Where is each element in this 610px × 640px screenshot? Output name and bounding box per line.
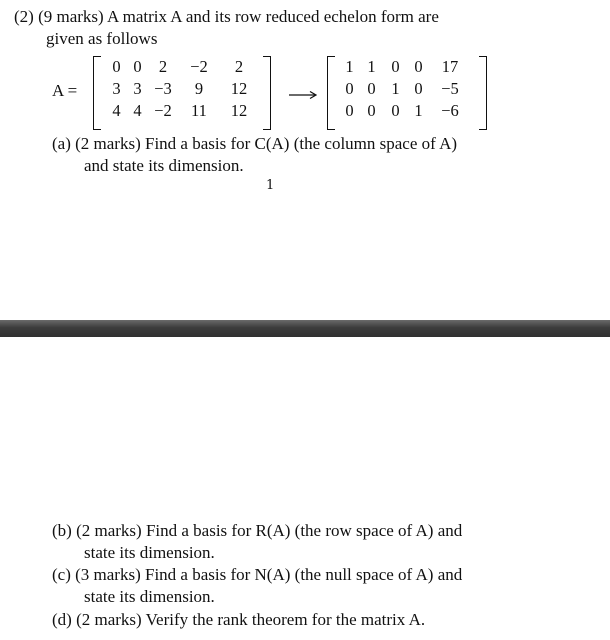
matrix-a-grid xyxy=(106,56,258,122)
matrix-cell: 12 xyxy=(230,79,248,98)
matrix-cell: 0 xyxy=(367,101,376,120)
matrix-cell: 2 xyxy=(234,57,244,76)
left-bracket xyxy=(93,56,101,130)
page-number: 1 xyxy=(266,178,275,193)
right-bracket xyxy=(263,56,271,130)
matrix-cell: −2 xyxy=(154,101,172,120)
matrix-cell: 12 xyxy=(230,101,248,120)
page-divider xyxy=(0,320,610,337)
matrix-cell: 0 xyxy=(391,57,400,76)
question-header: (2) (9 marks) A matrix A and its row reduced echelon form are xyxy=(14,7,439,26)
long-right-arrow-icon xyxy=(289,90,317,100)
matrix-cell: 4 xyxy=(112,101,121,120)
matrix-cell: 0 xyxy=(367,79,376,98)
part-c-text: (c) (3 marks) Find a basis for N(A) (the null space of A) and xyxy=(52,565,463,584)
matrix-cell: 4 xyxy=(133,101,142,120)
matrix-row xyxy=(106,56,258,78)
matrix-cell: 1 xyxy=(367,57,376,76)
matrix-cell: −3 xyxy=(154,79,172,98)
part-b-text: (b) (2 marks) Find a basis for R(A) (the row space of A) and xyxy=(52,521,463,540)
matrix-cell: 0 xyxy=(414,57,423,76)
matrix-rref-grid xyxy=(340,56,470,122)
question-header-cont: given as follows xyxy=(46,29,158,48)
part-c-text-cont: state its dimension. xyxy=(84,587,215,606)
matrix-cell: 1 xyxy=(391,79,400,98)
part-a-text: (a) (2 marks) Find a basis for C(A) (the column space of A) xyxy=(52,134,458,153)
right-bracket xyxy=(479,56,487,130)
matrix-cell: 0 xyxy=(133,57,142,76)
matrix-row xyxy=(106,78,258,100)
matrix-row xyxy=(340,100,470,122)
matrix-cell: 0 xyxy=(345,79,354,98)
matrix-cell: −6 xyxy=(441,101,459,120)
matrix-cell: −2 xyxy=(190,57,208,76)
matrix-cell: 1 xyxy=(345,57,354,76)
matrix-cell: 11 xyxy=(191,101,207,120)
matrix-cell: 0 xyxy=(112,57,121,76)
part-d-text: (d) (2 marks) Verify the rank theorem for the matrix A. xyxy=(52,610,426,629)
matrix-cell: 9 xyxy=(194,79,204,98)
matrix-cell: 2 xyxy=(158,57,168,76)
part-b-text-cont: state its dimension. xyxy=(84,543,215,562)
matrix-row xyxy=(106,100,258,122)
matrix-rref xyxy=(327,56,487,128)
part-a-text-cont: and state its dimension. xyxy=(84,156,244,175)
matrix-a xyxy=(93,56,271,128)
matrix-cell: 3 xyxy=(133,79,142,98)
matrix-row xyxy=(340,56,470,78)
matrix-cell: 1 xyxy=(414,101,423,120)
matrix-cell: 17 xyxy=(441,57,459,76)
matrix-cell: 0 xyxy=(345,101,354,120)
matrix-cell: −5 xyxy=(441,79,459,98)
matrix-cell: 0 xyxy=(391,101,400,120)
matrix-cell: 3 xyxy=(112,79,121,98)
matrix-cell: 0 xyxy=(414,79,423,98)
matrix-label: A = xyxy=(52,81,78,100)
matrix-row xyxy=(340,78,470,100)
left-bracket xyxy=(327,56,335,130)
